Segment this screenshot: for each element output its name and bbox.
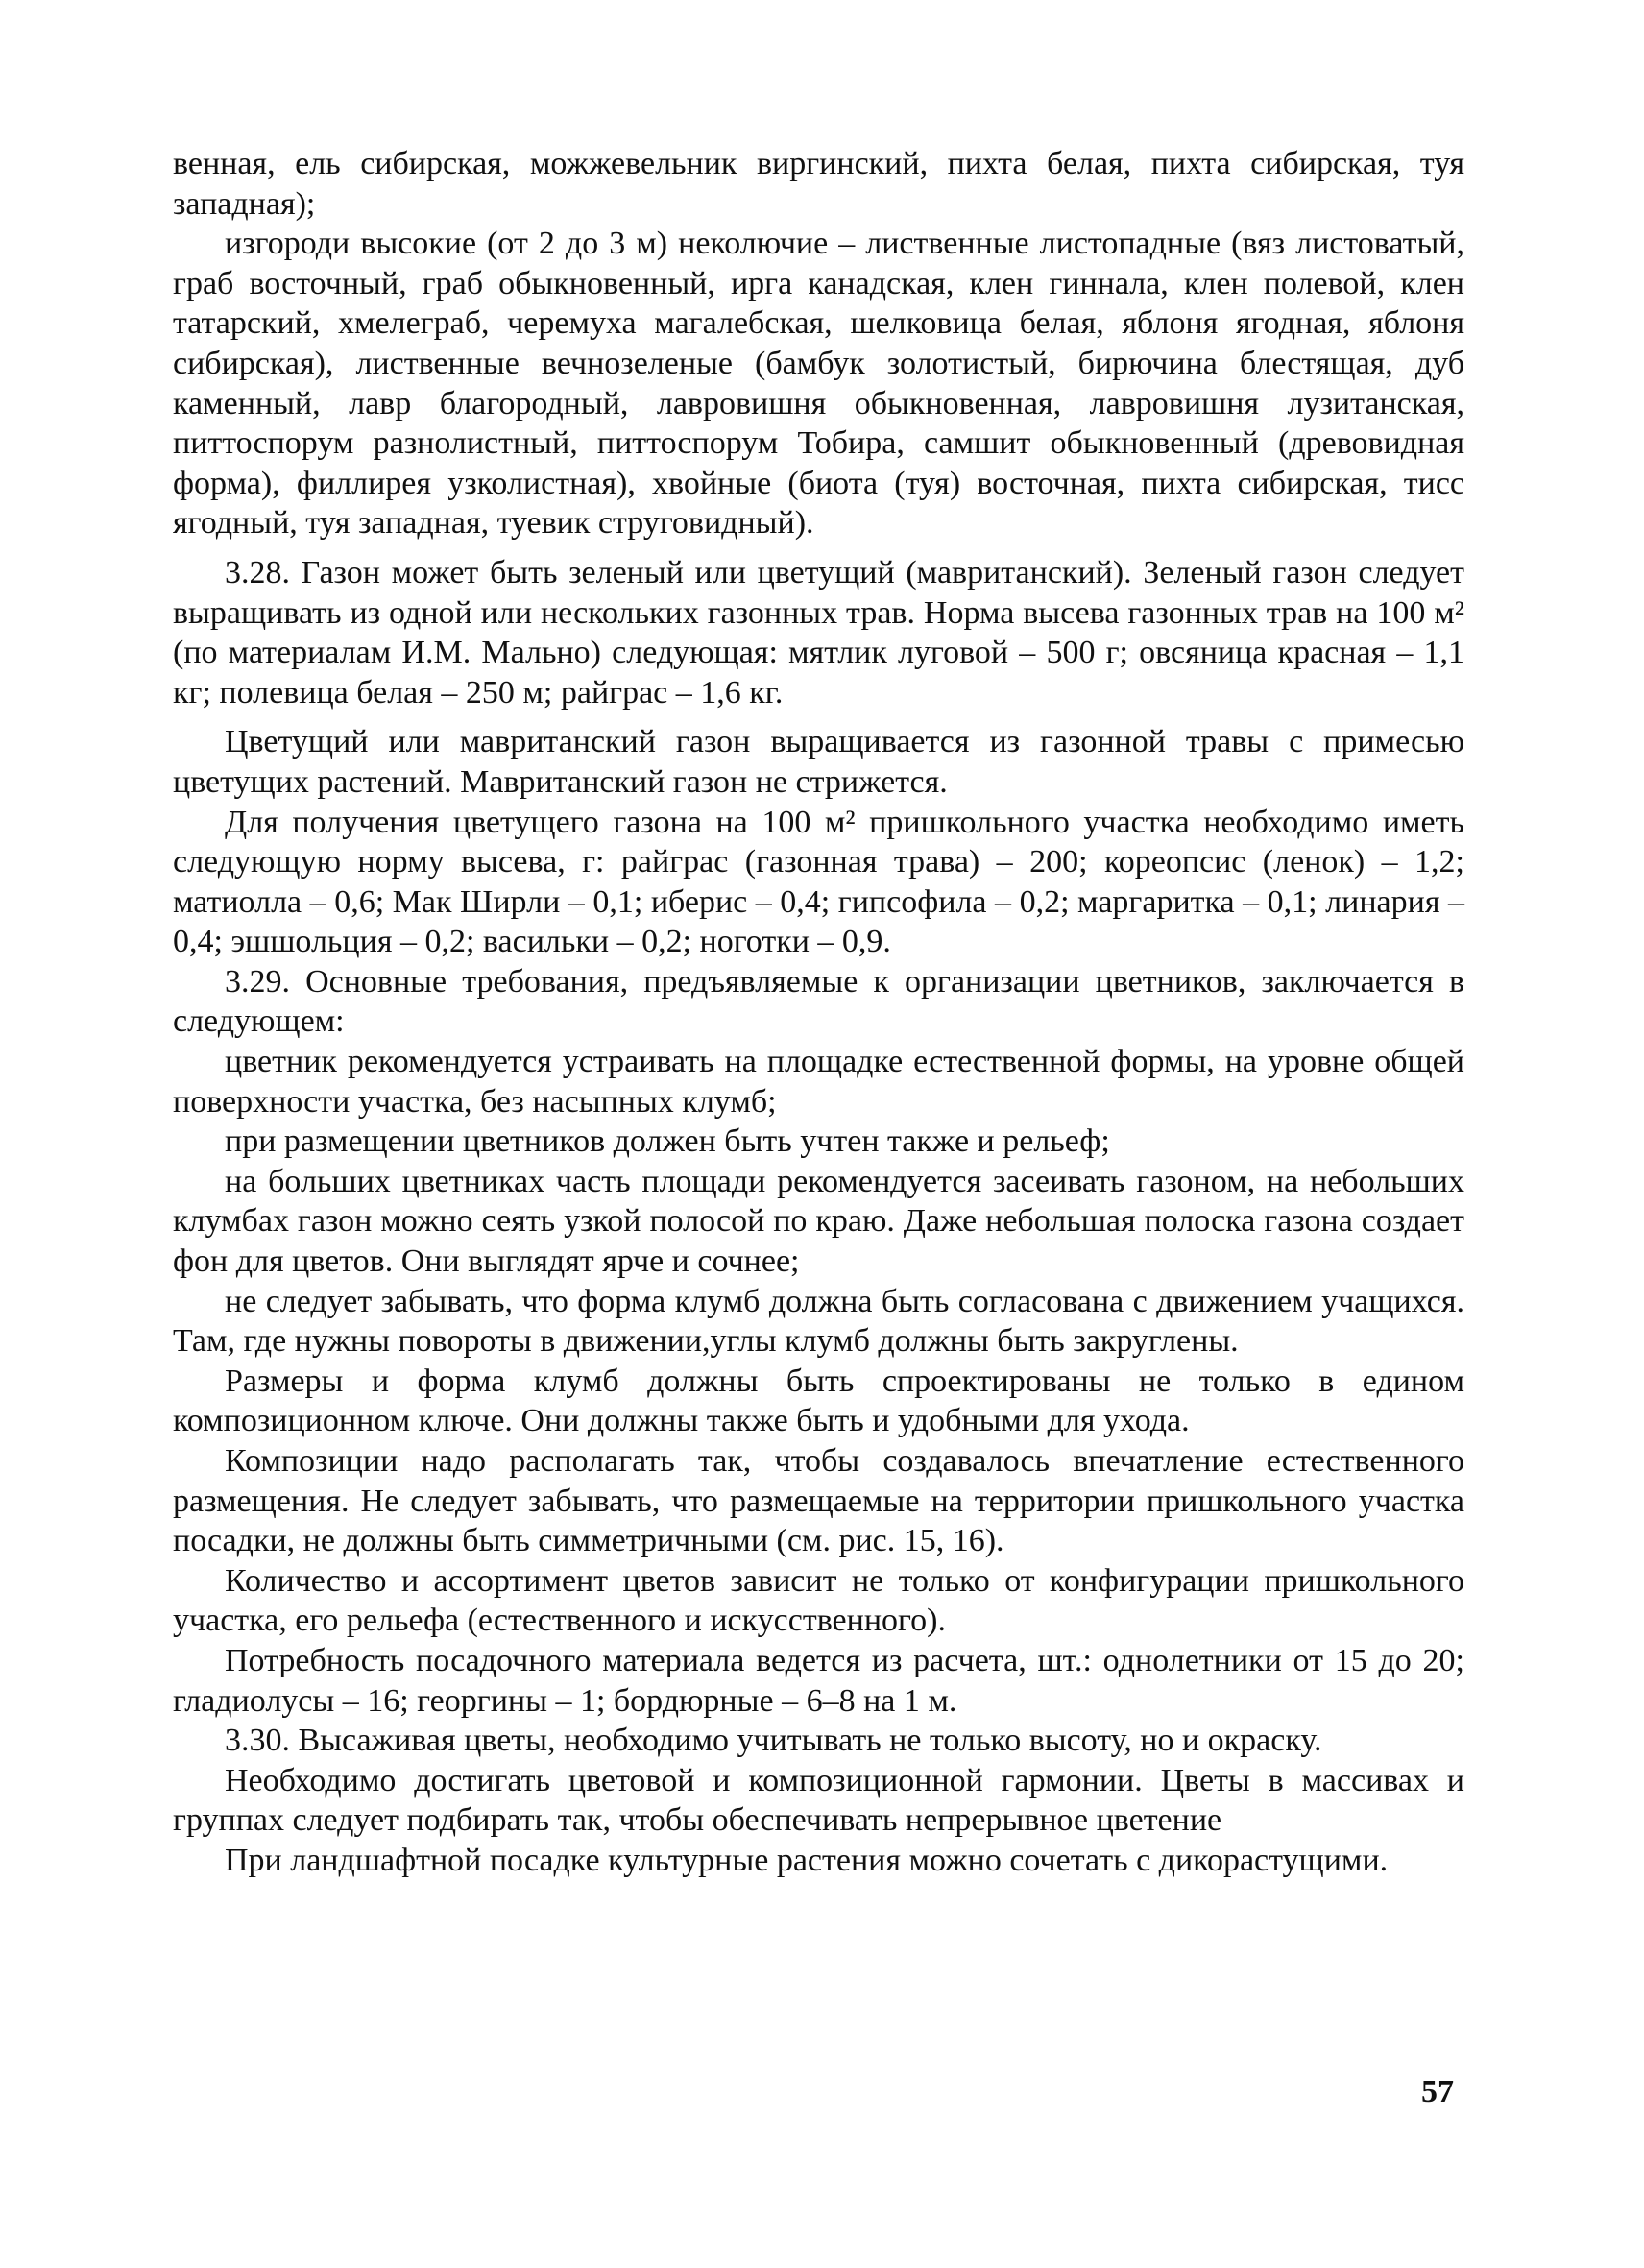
paragraph-relief: при размещении цветников должен быть учтен также и рельеф; xyxy=(225,1123,1110,1160)
paragraph-planting-material: Потребность посадочного материала ведется из расчета, шт.: однолетники от 15 до 20; гладиолусы – 16; георгины – 1; бордюрные – 6–8 на 1 м. xyxy=(173,1642,1464,1719)
paragraph-harmony: Необходимо достигать цветовой и композиционной гармонии. Цветы в массивах и группах следует подбирать так, чтобы обеспечивать непрерывное цветение xyxy=(173,1762,1464,1839)
paragraph-size-and-shape: Размеры и форма клумб должны быть спроектированы не только в едином композиционном ключе. Они должны также быть и удобными для ухода. xyxy=(173,1363,1464,1439)
paragraph-quantity-assortment: Количество и ассортимент цветов зависит не только от конфигурации пришкольного участка, его рельефа (естественного и искусственного). xyxy=(173,1562,1464,1639)
paragraph-section-3-29: 3.29. Основные требования, предъявляемые к организации цветников, заключается в следующем: xyxy=(173,963,1464,1040)
paragraph-section-3-28: 3.28. Газон может быть зеленый или цветущий (мавританский). Зеленый газон следует выращивать из одной или нескольких газонных трав. Норма высева газонных трав на 100 м² (по материалам И.М. Мально) следующая: мятлик луговой – 500 г; овсяница красная – 1,1 кг; полевица белая – 250 м; райграс – 1,6 кг. xyxy=(173,554,1464,711)
page-number: 57 xyxy=(1421,2074,1454,2110)
paragraph-student-movement: не следует забывать, что форма клумб должна быть согласована с движением учащихся. Там, где нужны повороты в движении,углы клумб должны быть закруглены. xyxy=(173,1283,1464,1360)
paragraph-flowering-lawn: Цветущий или мавританский газон выращивается из газонной травы с примесью цветущих растений. Мавританский газон не стрижется. xyxy=(173,724,1464,800)
page-body xyxy=(173,144,1464,1881)
paragraph-lawn-in-flowerbeds: на больших цветниках часть площади рекомендуется засеивать газоном, на небольших клумбах газон можно сеять узкой полосой по краю. Даже небольшая полоска газона создает фон для цветов. Они выглядят ярче и сочнее; xyxy=(173,1163,1464,1280)
paragraph-compositions: Композиции надо располагать так, чтобы создавалось впечатление естественного размещения. Не следует забывать, что размещаемые на территории пришкольного участка посадки, не должны быть симметричными (см. рис. 15, 16). xyxy=(173,1443,1464,1559)
paragraph-flowerbed-natural-form: цветник рекомендуется устраивать на площадке естественной формы, на уровне общей поверхности участка, без насыпных клумб; xyxy=(173,1044,1464,1120)
paragraph-landscape-planting: При ландшафтной посадке культурные растения можно сочетать с дикорастущими. xyxy=(225,1842,1389,1878)
paragraph-seeding-rate: Для получения цветущего газона на 100 м² пришкольного участка необходимо иметь следующую норму высева, г: райграс (газонная трава) – 200; кореопсис (ленок) – 1,2; матиолла – 0,6; Мак Ширли – 0,1; иберис – 0,4; гипсофила – 0,2; маргаритка – 0,1; линария – 0,4; эшшольция – 0,2; васильки – 0,2; ноготки – 0,9. xyxy=(173,804,1464,960)
paragraph-section-3-30: 3.30. Высаживая цветы, необходимо учитывать не только высоту, но и окраску. xyxy=(225,1723,1322,1759)
paragraph-continuation: венная, ель сибирская, можжевельник виргинский, пихта белая, пихта сибирская, туя западная); xyxy=(173,146,1464,222)
paragraph-hedges-high: изгороди высокие (от 2 до 3 м) неколючие – лиственные листопадные (вяз листоватый, граб восточный, граб обыкновенный, ирга канадская, клен гиннала, клен полевой, клен татарский, хмелеграб, черемуха магалебская, шелковица белая, яблоня ягодная, яблоня сибирская), лиственные вечнозеленые (бамбук золотистый, бирючина блестящая, дуб каменный, лавр благородный, лавровишня обыкновенная, лавровишня лузитанская, питтоспорум разнолистный, питтоспорум Тобира, самшит обыкновенный (древовидная форма), филлирея узколистная), хвойные (биота (туя) восточная, пихта сибирская, тисс ягодный, туя западная, туевик струговидный). xyxy=(173,226,1464,542)
